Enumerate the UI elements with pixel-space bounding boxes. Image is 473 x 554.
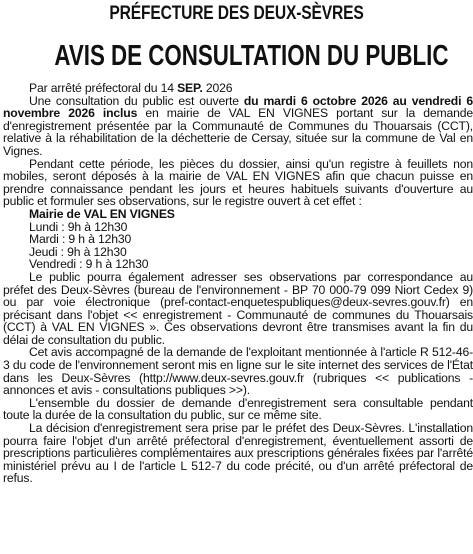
hours-friday: Vendredi : 9 h à 12h30 xyxy=(29,257,149,272)
mairie-name: Mairie de VAL EN VIGNES xyxy=(29,206,175,221)
arrete-month: SEP. xyxy=(177,81,203,95)
arrete-prefix: Par arrêté préfectoral du 14 xyxy=(29,81,178,95)
consultation-dates: du mardi 6 octobre 2026 au vendredi 6 novembre 2026 inclus xyxy=(3,93,473,121)
hours-monday: Lundi : 9h à 12h30 xyxy=(29,219,128,234)
periode-paragraph: Pendant cette période, les pièces du dossier, ainsi qu'un registre à feuillets non mobiles, seront déposés à la mairie de VAL EN VIGNES afin que chacun puisse en prendre connaissance pendant les jours et heures habituels suivants d'ouverture au public et formuler ses observations, sur le registre ouvert à cet effet : xyxy=(3,156,473,209)
consultation-part1: Une consultation du public est ouverte xyxy=(29,93,244,108)
consultation-paragraph xyxy=(3,95,473,158)
consultation-part2: en mairie de VAL EN VIGNES portant sur la demande d'enregistrement présentée par la Communauté de Communes du Thouarsais (CCT), relative à la réhabilitation de la déchetterie de Cersay, située sur la commune de Val en Vignes. xyxy=(3,106,473,158)
hours-tuesday: Mardi : 9 h à 12h30 xyxy=(29,232,132,247)
notice-title: AVIS DE CONSULTATION DU PUBLIC xyxy=(54,40,449,72)
dossier-paragraph: L'ensemble du dossier de demande d'enregistrement sera consultable pendant toute la durée de la consultation du public, sur ce même site. xyxy=(3,395,473,423)
prefecture-heading: PRÉFECTURE DES DEUX-SÈVRES xyxy=(109,2,364,24)
internet-paragraph: Cet avis accompagné de la demande de l'exploitant mentionnée à l'article R 512-46-3 du code de l'environnement seront mis en ligne sur le site internet des services de l'État dans les Deux-Sèvres (http://www.deux-sevres.gouv.fr (rubriques << publications - annonces et avis - consultations publiques >>). xyxy=(3,345,473,398)
hours-thursday: Jeudi : 9h à 12h30 xyxy=(29,244,127,259)
mairie-hours-block xyxy=(3,208,473,271)
arrete-year: 2026 xyxy=(202,81,233,95)
correspondance-paragraph: Le public pourra également adresser ses observations par correspondance au préfet des Deux-Sèvres (bureau de l'environnement - BP 70 000-79 099 Niort Cedex 9) ou par voie électronique (pref-contact-enquetespubliques@deux-sevres.gouv.fr) en précisant dans l'objet << enregistrement - Communauté de communes du Thouarsais (CCT) à VAL EN VIGNES ». Ces observations devront être transmises avant la fin du délai de consultation du public. xyxy=(3,269,473,347)
decision-paragraph: La décision d'enregistrement sera prise par le préfet des Deux-Sèvres. L'installation pourra faire l'objet d'un arrêté préfectoral d'enregistrement, éventuellement assorti de prescriptions particulières complémentaires aux prescriptions générales fixées par l'arrêté ministériel prévu au I de l'article L 512-7 du code précité, ou d'un arrêté préfectoral de refus. xyxy=(3,421,473,486)
notice-body xyxy=(3,82,473,485)
